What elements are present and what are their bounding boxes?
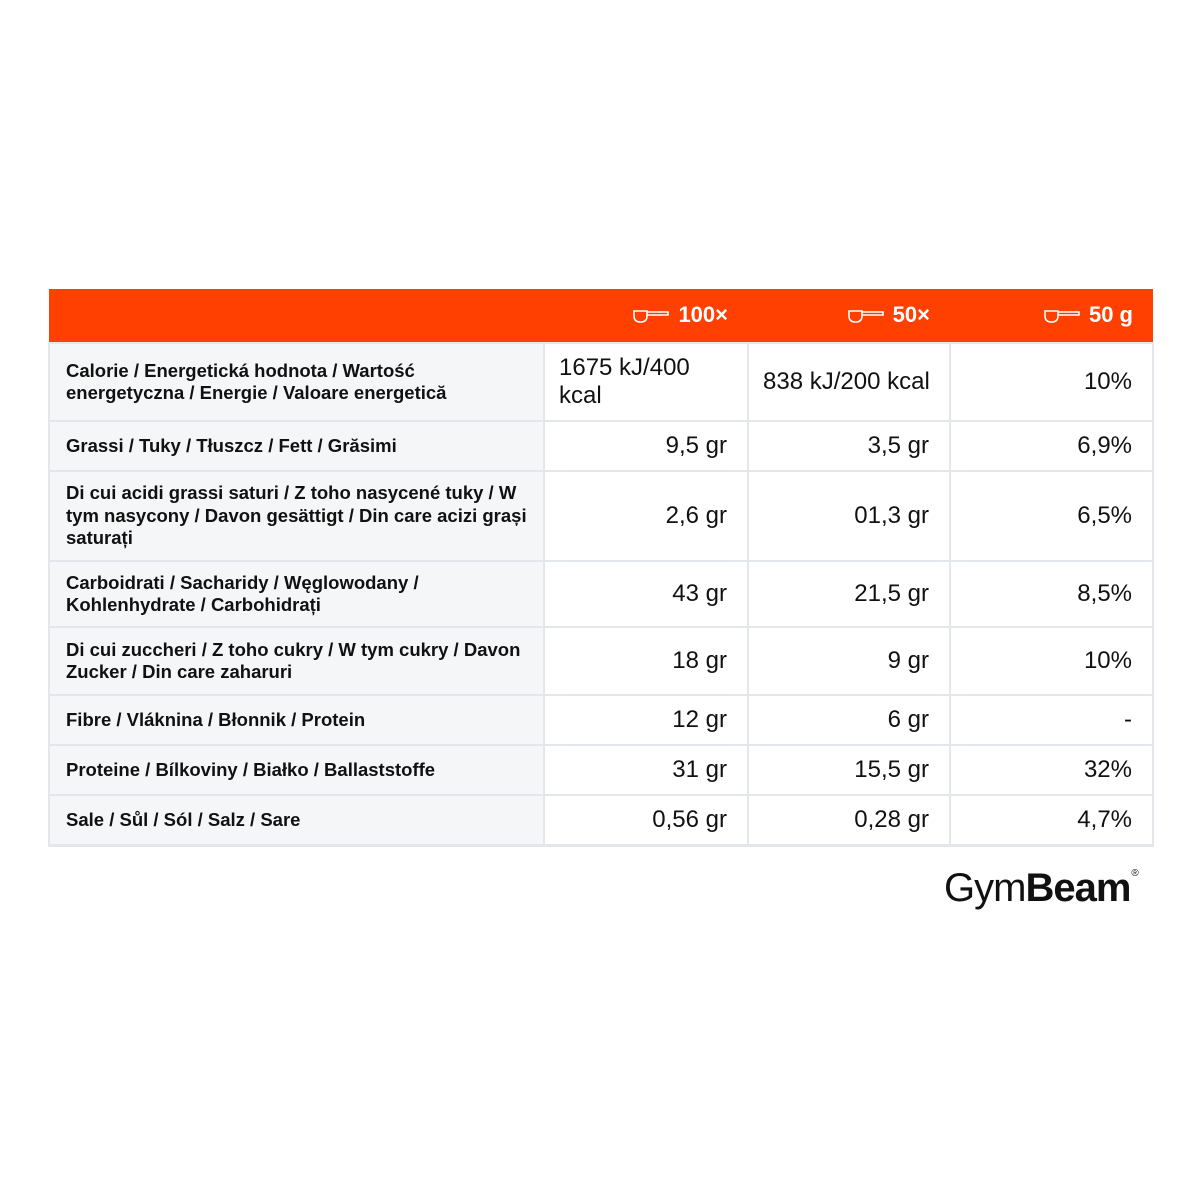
nutrient-label: Carboidrati / Sacharidy / Węglowodany / Kohlenhydrate / Carbohidrați <box>49 561 544 627</box>
brand-name-light: Gym <box>944 866 1026 910</box>
table-row <box>49 695 1153 745</box>
value-100x: 1675 kJ/400 kcal <box>544 343 748 421</box>
value-50g: 32% <box>950 745 1153 795</box>
value-50x: 15,5 gr <box>748 745 950 795</box>
nutrient-label: Di cui zuccheri / Z toho cukry / W tym cukry / Davon Zucker / Din care zaharuri <box>49 627 544 695</box>
scoop-icon <box>1043 306 1081 324</box>
value-50x: 21,5 gr <box>748 561 950 627</box>
value-50x: 838 kJ/200 kcal <box>748 343 950 421</box>
header-label: 100× <box>678 301 728 327</box>
brand-name-bold: Beam <box>1025 866 1131 910</box>
value-50x: 0,28 gr <box>748 795 950 845</box>
header-cell-100x <box>544 289 748 343</box>
header-cell-label <box>49 289 544 343</box>
value-50g: 4,7% <box>950 795 1153 845</box>
nutrient-label: Sale / Sůl / Sól / Salz / Sare <box>49 795 544 845</box>
table-row <box>49 561 1153 627</box>
value-100x: 2,6 gr <box>544 471 748 561</box>
value-50x: 3,5 gr <box>748 421 950 471</box>
table-row <box>49 343 1153 421</box>
header-label: 50× <box>892 301 930 327</box>
value-100x: 31 gr <box>544 745 748 795</box>
value-50x: 6 gr <box>748 695 950 745</box>
value-50g: 10% <box>950 343 1153 421</box>
scoop-icon <box>847 306 885 324</box>
table-row <box>49 627 1153 695</box>
header-cell-50g <box>950 289 1153 343</box>
table-row <box>49 745 1153 795</box>
scoop-icon <box>632 306 670 324</box>
nutrient-label: Di cui acidi grassi saturi / Z toho nasycené tuky / W tym nasycony / Davon gesättigt / Din care acizi grași saturați <box>49 471 544 561</box>
value-50g: 10% <box>950 627 1153 695</box>
value-100x: 12 gr <box>544 695 748 745</box>
table-row <box>49 795 1153 845</box>
value-100x: 9,5 gr <box>544 421 748 471</box>
registered-mark: ® <box>1131 868 1138 879</box>
nutrient-label: Proteine / Bílkoviny / Białko / Ballaststoffe <box>49 745 544 795</box>
nutrition-table <box>48 289 1154 847</box>
brand-logo <box>944 866 1137 911</box>
table-header-row <box>49 289 1153 343</box>
table-row <box>49 421 1153 471</box>
value-50g: 8,5% <box>950 561 1153 627</box>
header-cell-50x <box>748 289 950 343</box>
value-50x: 9 gr <box>748 627 950 695</box>
nutrient-label: Calorie / Energetická hodnota / Wartość energetyczna / Energie / Valoare energetică <box>49 343 544 421</box>
value-50g: 6,5% <box>950 471 1153 561</box>
value-100x: 0,56 gr <box>544 795 748 845</box>
header-label: 50 g <box>1088 301 1133 327</box>
value-100x: 18 gr <box>544 627 748 695</box>
value-50g: - <box>950 695 1153 745</box>
nutrient-label: Fibre / Vláknina / Błonnik / Protein <box>49 695 544 745</box>
value-50x: 01,3 gr <box>748 471 950 561</box>
table-row <box>49 471 1153 561</box>
nutrient-label: Grassi / Tuky / Tłuszcz / Fett / Grăsimi <box>49 421 544 471</box>
value-50g: 6,9% <box>950 421 1153 471</box>
value-100x: 43 gr <box>544 561 748 627</box>
